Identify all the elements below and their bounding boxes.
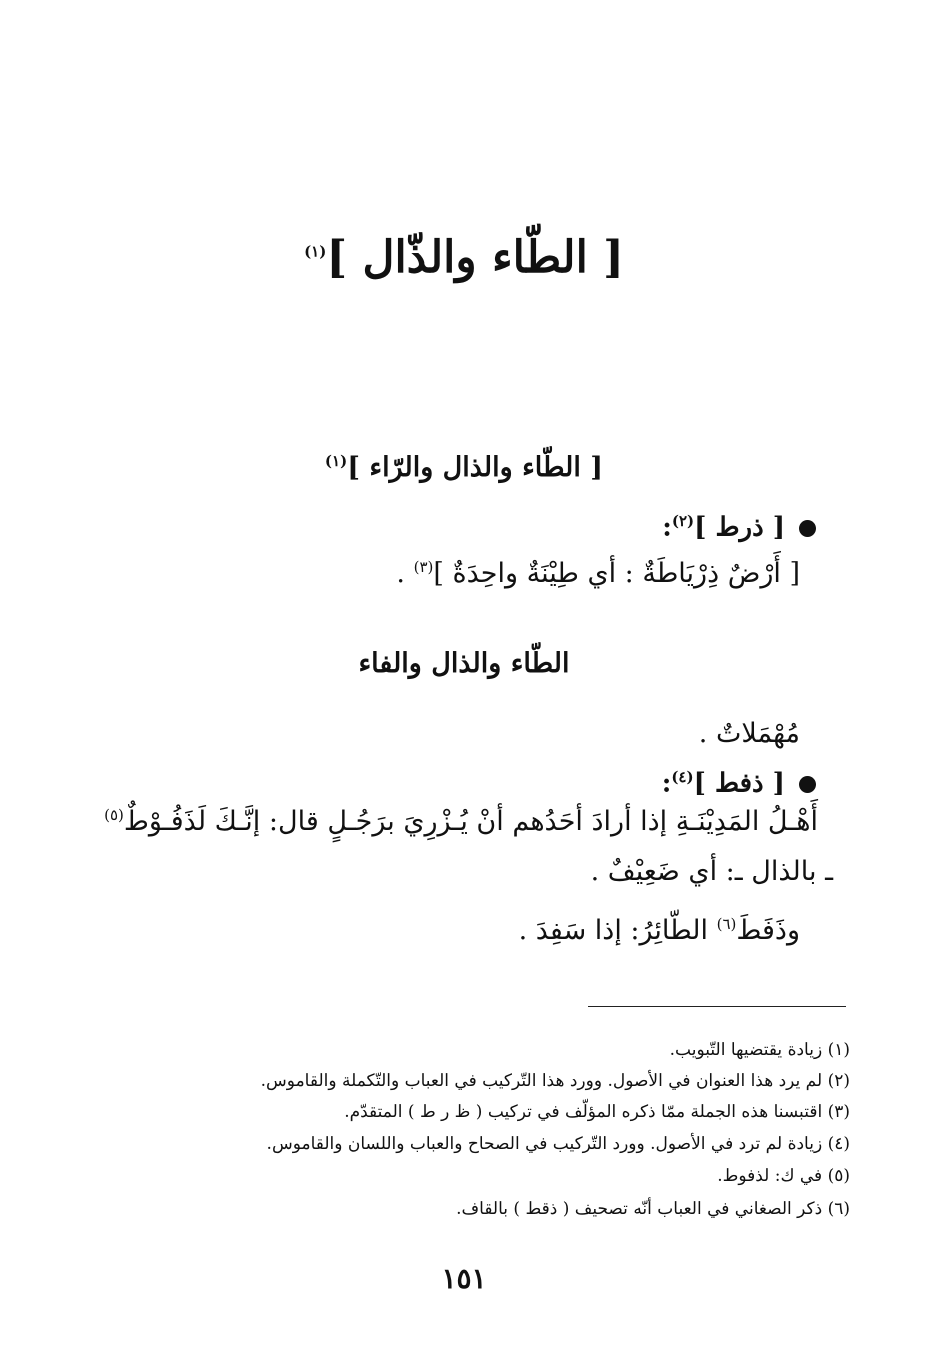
entry-text-footnote-ref: (٥) xyxy=(104,806,124,824)
entry-head-dhart xyxy=(662,512,816,543)
page-number: ١٥١ xyxy=(441,1262,487,1295)
entry-text-dhaft xyxy=(104,806,818,837)
footnote-3: (٣) اقتبسنا هذه الجملة ممّا ذكره المؤلّف في تركيب ( ظ ر ط ) المتقدّم. xyxy=(344,1102,850,1122)
footnote-1: (١) زيادة يقتضيها التّبويب. xyxy=(669,1040,850,1060)
footnote-5: (٥) في ك: لذفوط. xyxy=(717,1166,850,1186)
footnote-separator xyxy=(588,1006,846,1007)
entry-text-continuation: ـ بالذال ـ: أي ضَعِيْفٌ . xyxy=(590,856,833,887)
entry-text-dhart xyxy=(396,558,800,589)
entry-head-colon: : xyxy=(662,512,672,543)
entry-head-footnote-ref: (٢) xyxy=(671,512,695,530)
entry-extra-word: وذَفَطَ xyxy=(736,915,800,946)
section-heading-tha-dhal-fa: الطّاء والذال والفاء xyxy=(358,648,570,679)
entry-text-footnote-ref: (٣) xyxy=(413,558,434,576)
footnote-6: (٦) ذكر الصغاني في العباب أنّه تصحيف ( ذقط ) بالقاف. xyxy=(456,1199,850,1219)
entry-head-text: [ ذرط ] xyxy=(694,512,785,543)
footnote-2: (٢) لم يرد هذا العنوان في الأصول. وورد هذا التّركيب في العباب والتّكملة والقاموس. xyxy=(260,1071,850,1091)
entry-extra-footnote-ref: (٦) xyxy=(716,915,737,933)
entry-head-colon: : xyxy=(661,768,672,799)
bullet-icon xyxy=(799,520,816,537)
bullet-icon xyxy=(799,776,816,793)
chapter-title xyxy=(0,232,928,283)
entry-head-dhaft xyxy=(662,768,816,799)
section-heading-text: [ الطّاء والذال والرّاء ] xyxy=(347,452,604,483)
entry-head-text: [ ذفط ] xyxy=(693,768,785,799)
chapter-title-footnote-ref: (١) xyxy=(304,242,327,261)
entry-text-extra xyxy=(519,915,800,946)
section-heading-footnote-ref: (١) xyxy=(324,452,348,470)
section-heading-tha-dhal-ra xyxy=(0,452,928,483)
entry-head-footnote-ref: (٤) xyxy=(671,768,694,786)
muhmalat-note: مُهْمَلاتٌ . xyxy=(698,718,800,749)
chapter-title-text: [ الطّاء والذّال ] xyxy=(326,232,624,283)
footnote-4: (٤) زيادة لم ترد في الأصول. وورد التّركيب في الصحاح والعباب واللسان والقاموس. xyxy=(266,1134,850,1154)
entry-text: أَهْـلُ المَدِيْنَـةِ إذا أرادَ أحَدُهم أنْ يُـزْرِيَ برَجُـلٍ قال: إنَّـكَ لَذَفُـوْطٌ xyxy=(123,806,818,837)
entry-text: [ أَرْضٌ ذِرْيَاطَةٌ : أي طِيْنَةٌ واحِدَةٌ ] xyxy=(433,558,800,589)
entry-extra-rest: الطّائِرُ: إذا سَفِدَ . xyxy=(518,915,717,946)
entry-text-period: . xyxy=(396,558,414,589)
